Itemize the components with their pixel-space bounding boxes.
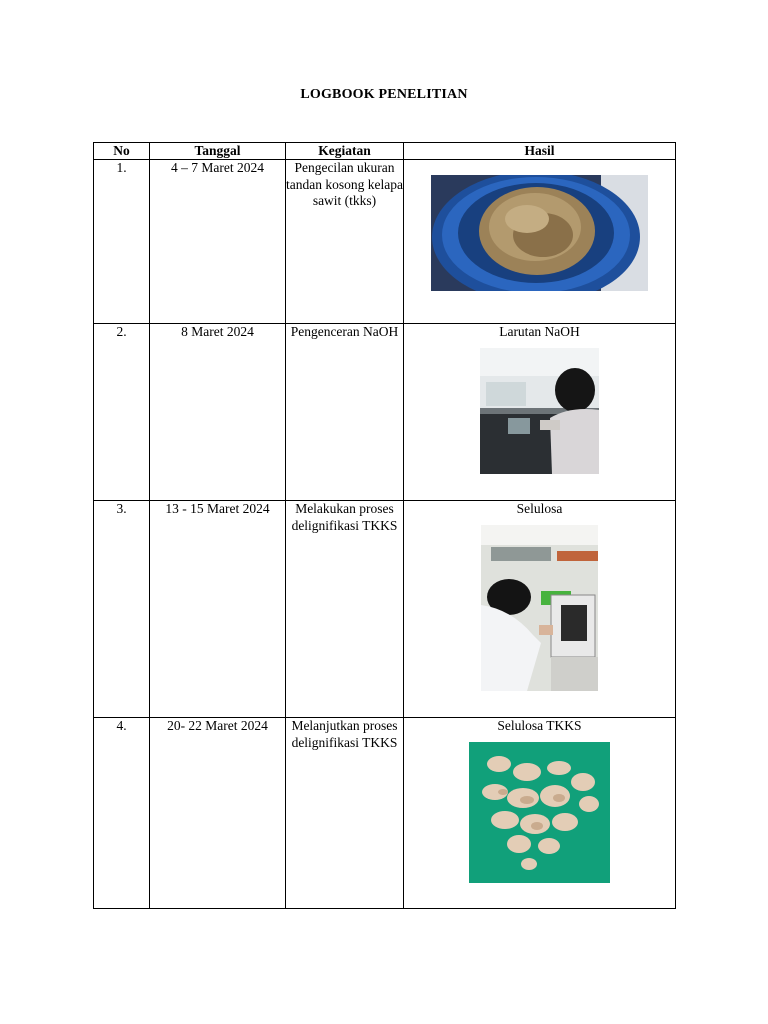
table-header-row [94, 143, 676, 160]
lab-solution-preparation-photo [480, 348, 599, 474]
row-tanggal: 20- 22 Maret 2024 [150, 718, 286, 909]
header-hasil: Hasil [404, 143, 676, 160]
researcher-at-oven-photo [481, 525, 598, 691]
hasil-caption: Selulosa [516, 501, 563, 516]
row-no: 4. [94, 718, 150, 909]
header-no: No [94, 143, 150, 160]
cellulose-fibers-on-green-photo [469, 742, 610, 883]
row-tanggal: 4 – 7 Maret 2024 [150, 160, 286, 324]
row-kegiatan: Pengecilan ukuran tandan kosong kelapa sawit (tkks) [286, 160, 404, 324]
hasil-caption: Selulosa TKKS [497, 718, 582, 733]
header-tanggal: Tanggal [150, 143, 286, 160]
table-row [94, 718, 676, 909]
row-tanggal: 8 Maret 2024 [150, 324, 286, 501]
header-kegiatan: Kegiatan [286, 143, 404, 160]
row-hasil [404, 501, 676, 718]
row-hasil [404, 324, 676, 501]
row-no: 1. [94, 160, 150, 324]
table-row [94, 160, 676, 324]
row-hasil [404, 718, 676, 909]
table-row [94, 324, 676, 501]
row-kegiatan: Melakukan proses delignifikasi TKKS [286, 501, 404, 718]
dried-fiber-in-blue-bowl-photo [431, 175, 648, 291]
hasil-caption: Larutan NaOH [499, 324, 580, 339]
row-tanggal: 13 - 15 Maret 2024 [150, 501, 286, 718]
row-kegiatan: Pengenceran NaOH [286, 324, 404, 501]
page-title: LOGBOOK PENELITIAN [300, 87, 468, 102]
row-hasil [404, 160, 676, 324]
row-kegiatan: Melanjutkan proses delignifikasi TKKS [286, 718, 404, 909]
logbook-table [93, 142, 676, 909]
row-no: 3. [94, 501, 150, 718]
row-no: 2. [94, 324, 150, 501]
table-row [94, 501, 676, 718]
